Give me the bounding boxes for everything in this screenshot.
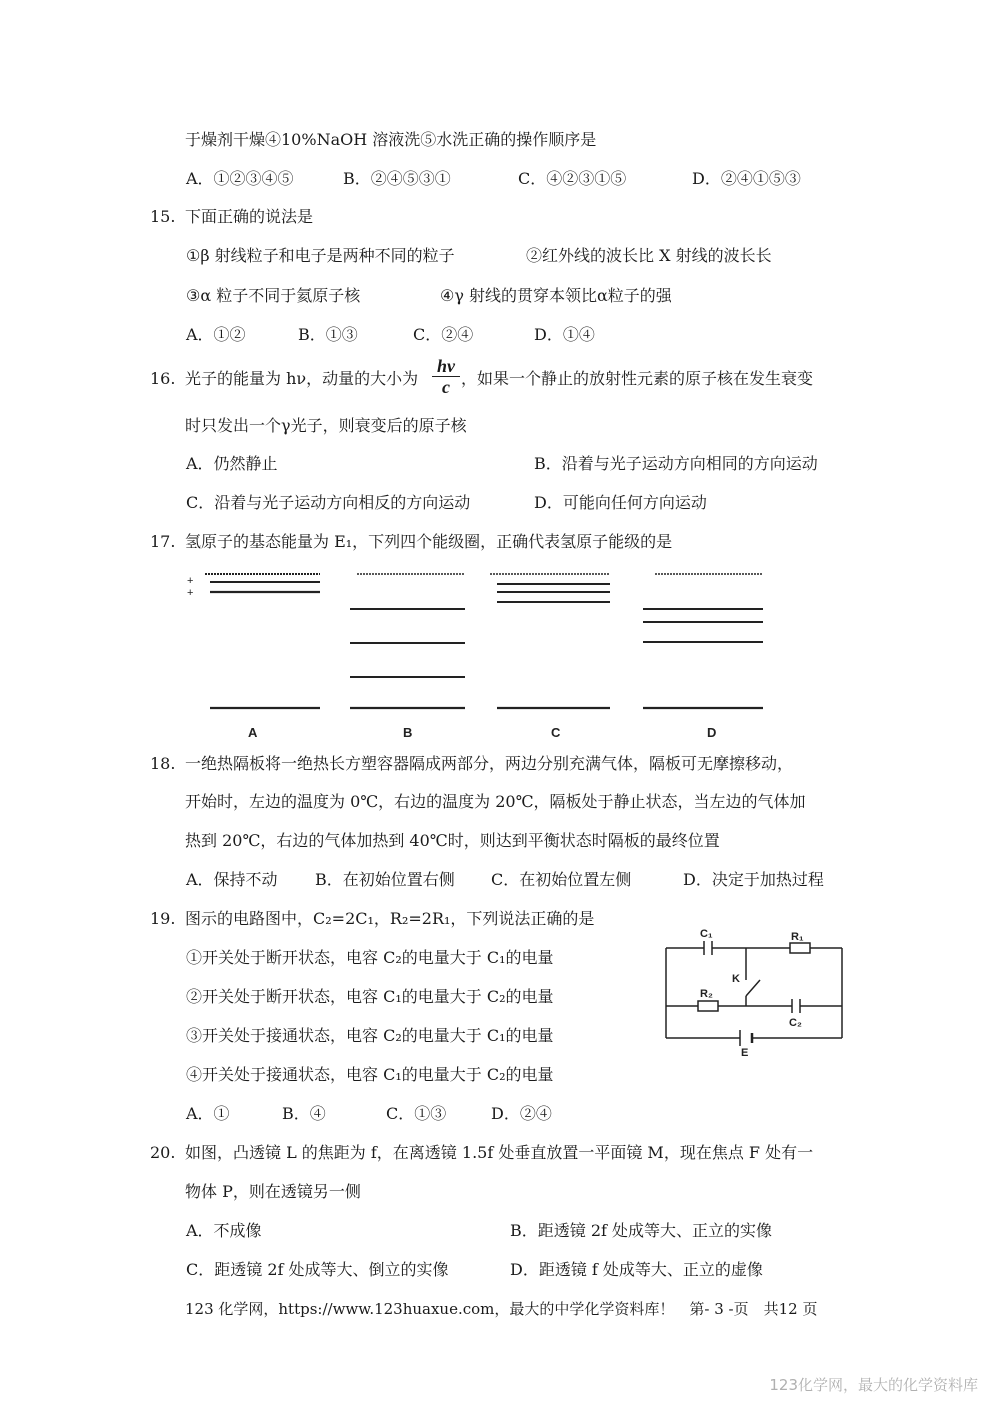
q16-stem-b: ，如果一个静止的放射性元素的原子核在发生衰变 — [461, 369, 814, 388]
q19-statement-1: ①开关处于断开状态，电容 C₂的电量大于 C₁的电量 — [186, 948, 554, 967]
q15-statement-4: ④γ 射线的贯穿本领比α粒子的强 — [440, 286, 672, 305]
switch-k — [746, 980, 760, 996]
q16-stem-a: 光子的能量为 hν，动量的大小为 — [185, 369, 419, 388]
q15-number: 15. — [150, 207, 176, 226]
label-c2: C₂ — [789, 1017, 802, 1029]
q20-number: 20. — [150, 1143, 176, 1162]
q20-option-a: A．不成像 — [186, 1221, 262, 1240]
q18-line-2: 开始时，左边的温度为 0℃，右边的温度为 20℃，隔板处于静止状态，当左边的气体加 — [185, 792, 806, 811]
q15-statement-1: ①β 射线粒子和电子是两种不同的粒子 — [186, 246, 455, 265]
label-r2: R₂ — [700, 988, 713, 1000]
momentum-fraction — [432, 356, 460, 397]
q14-continuation: 于燥剂干燥④10%NaOH 溶液洗⑤水洗正确的操作顺序是 — [185, 130, 597, 149]
q17-stem: 氢原子的基态能量为 E₁，下列四个能级圈，正确代表氢原子能级的是 — [185, 532, 673, 551]
q16-option-b: B．沿着与光子运动方向相同的方向运动 — [534, 454, 818, 473]
q18-option-a: A．保持不动 — [186, 870, 278, 889]
q15-option-d: D．①④ — [534, 325, 595, 344]
q20-option-c: C．距透镜 2f 处成等大、倒立的实像 — [186, 1260, 449, 1279]
q18-option-d: D．决定于加热过程 — [683, 870, 824, 889]
diagram-b — [350, 574, 465, 708]
q17-number: 17. — [150, 532, 176, 551]
q20-line-2: 物体 P，则在透镜另一侧 — [185, 1182, 361, 1201]
q14-option-d: D．②④①⑤③ — [692, 169, 801, 188]
q20-option-d: D．距透镜 f 处成等大、正立的虚像 — [510, 1260, 763, 1279]
diagram-label-b: B — [403, 725, 413, 740]
q18-option-b: B．在初始位置右侧 — [315, 870, 455, 889]
watermark: 123化学网，最大的化学资料库 — [769, 1376, 978, 1394]
q19-stem: 图示的电路图中，C₂=2C₁，R₂=2R₁，下列说法正确的是 — [185, 909, 595, 928]
fraction-numerator: hv — [432, 356, 460, 377]
q15-statement-2: ②红外线的波长比 X 射线的波长长 — [526, 246, 772, 265]
q15-option-a: A．①② — [186, 325, 246, 344]
q18-line-1: 一绝热隔板将一绝热长方塑容器隔成两部分，两边分别充满气体，隔板可无摩擦移动， — [185, 754, 794, 773]
q14-option-b: B．②④⑤③① — [343, 169, 451, 188]
q14-option-c: C．④②③①⑤ — [518, 169, 627, 188]
energy-level-diagrams — [185, 562, 785, 744]
label-k: K — [732, 973, 740, 985]
label-c1: C₁ — [700, 928, 713, 940]
q16-stem-c: 时只发出一个γ光子，则衰变后的原子核 — [185, 416, 467, 435]
q16-option-a: A．仍然静止 — [186, 454, 278, 473]
diagram-label-a: A — [248, 725, 258, 740]
diagram-c — [490, 574, 610, 708]
svg-text:+: + — [187, 575, 194, 587]
resistor-r1 — [790, 943, 810, 953]
q19-number: 19. — [150, 909, 176, 928]
q18-option-c: C．在初始位置左侧 — [491, 870, 632, 889]
q19-statement-4: ④开关处于接通状态，电容 C₁的电量大于 C₂的电量 — [186, 1065, 554, 1084]
circuit-diagram — [660, 924, 850, 1060]
q19-statement-3: ③开关处于接通状态，电容 C₂的电量大于 C₁的电量 — [186, 1026, 554, 1045]
q16-option-d: D．可能向任何方向运动 — [534, 493, 707, 512]
diagram-d — [643, 574, 763, 708]
q14-option-a: A．①②③④⑤ — [186, 169, 294, 188]
q15-stem: 下面正确的说法是 — [185, 207, 314, 226]
label-r1: R₁ — [791, 931, 804, 943]
diagram-label-c: C — [551, 725, 561, 740]
q18-line-3: 热到 20℃，右边的气体加热到 40℃时，则达到平衡状态时隔板的最终位置 — [185, 831, 720, 850]
diagram-label-d: D — [707, 725, 717, 740]
q19-option-d: D．②④ — [491, 1104, 552, 1123]
q15-option-c: C．②④ — [413, 325, 474, 344]
label-e: E — [741, 1047, 749, 1059]
q20-line-1: 如图，凸透镜 L 的焦距为 f，在离透镜 1.5f 处垂直放置一平面镜 M，现在焦点 F 处有一 — [185, 1143, 814, 1162]
resistor-r2 — [698, 1001, 718, 1011]
svg-text:+: + — [187, 587, 194, 599]
q18-number: 18. — [150, 754, 176, 773]
q15-statement-3: ③α 粒子不同于氦原子核 — [186, 286, 361, 305]
q19-statement-2: ②开关处于断开状态，电容 C₁的电量大于 C₂的电量 — [186, 987, 554, 1006]
q19-option-c: C．①③ — [386, 1104, 447, 1123]
q15-option-b: B．①③ — [298, 325, 358, 344]
q20-option-b: B．距透镜 2f 处成等大、正立的实像 — [510, 1221, 773, 1240]
q16-option-c: C．沿着与光子运动方向相反的方向运动 — [186, 493, 471, 512]
q16-number: 16. — [150, 369, 176, 388]
page-footer: 123 化学网，https://www.123huaxue.com，最大的中学化学资料库！ 第- 3 -页 共12 页 — [185, 1300, 818, 1318]
q19-option-a: A．① — [186, 1104, 230, 1123]
diagram-a — [187, 574, 320, 708]
fraction-denominator: c — [442, 377, 450, 397]
q19-option-b: B．④ — [282, 1104, 326, 1123]
